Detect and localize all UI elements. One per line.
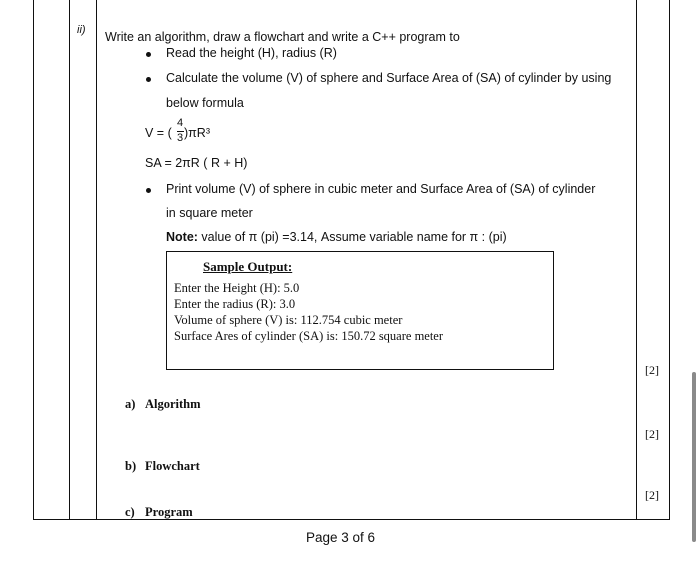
formula-volume-numerator: 4 bbox=[176, 117, 184, 129]
note bbox=[166, 230, 507, 244]
part-b-label: b) bbox=[125, 459, 137, 473]
table-border-marks-left bbox=[636, 0, 637, 520]
formula-volume-suffix: )πR³ bbox=[184, 126, 210, 140]
formula-surface-area: SA = 2πR ( R + H) bbox=[145, 156, 248, 170]
scrollbar[interactable] bbox=[692, 372, 696, 542]
question-number: ii) bbox=[77, 24, 86, 36]
part-c-label: c) bbox=[125, 505, 135, 519]
part-a-title: Algorithm bbox=[145, 397, 201, 411]
sample-output-line: Surface Ares of cylinder (SA) is: 150.72 square meter bbox=[174, 329, 444, 343]
bullet-icon bbox=[146, 77, 151, 82]
formula-volume-denominator: 3 bbox=[176, 132, 184, 144]
question-intro: Write an algorithm, draw a flowchart and write a C++ program to bbox=[105, 30, 460, 44]
bullet-calculate-line2: below formula bbox=[166, 96, 244, 110]
marks-top: [2] bbox=[645, 363, 659, 377]
bullet-print-line2: in square meter bbox=[166, 206, 253, 220]
sample-output-line: Enter the radius (R): 3.0 bbox=[174, 297, 296, 311]
note-label: Note: bbox=[166, 230, 198, 244]
table-border-num bbox=[69, 0, 70, 520]
sample-output-line: Enter the Height (H): 5.0 bbox=[174, 281, 300, 295]
table-border-content bbox=[96, 0, 97, 520]
sample-output-line: Volume of sphere (V) is: 112.754 cubic meter bbox=[174, 313, 403, 327]
bullet-calculate-line1: Calculate the volume (V) of sphere and Surface Area of (SA) of cylinder by using bbox=[166, 71, 612, 85]
bullet-icon bbox=[146, 52, 151, 57]
page-number: Page 3 of 6 bbox=[306, 530, 376, 545]
marks-algorithm: [2] bbox=[645, 427, 659, 441]
bullet-print-line1: Print volume (V) of sphere in cubic meter and Surface Area of (SA) of cylinder bbox=[166, 182, 596, 196]
sample-output-title: Sample Output: bbox=[203, 259, 293, 274]
note-text: value of π (pi) =3.14, Assume variable name for π : (pi) bbox=[197, 230, 507, 244]
bullet-read-inputs: Read the height (H), radius (R) bbox=[166, 46, 337, 60]
bullet-icon bbox=[146, 188, 151, 193]
part-a-label: a) bbox=[125, 397, 136, 411]
part-c-title: Program bbox=[145, 505, 193, 519]
marks-flowchart: [2] bbox=[645, 488, 659, 502]
formula-volume-prefix: V = ( bbox=[145, 126, 172, 140]
part-b-title: Flowchart bbox=[145, 459, 200, 473]
table-border-left bbox=[33, 0, 34, 520]
table-border-marks-right bbox=[669, 0, 670, 520]
